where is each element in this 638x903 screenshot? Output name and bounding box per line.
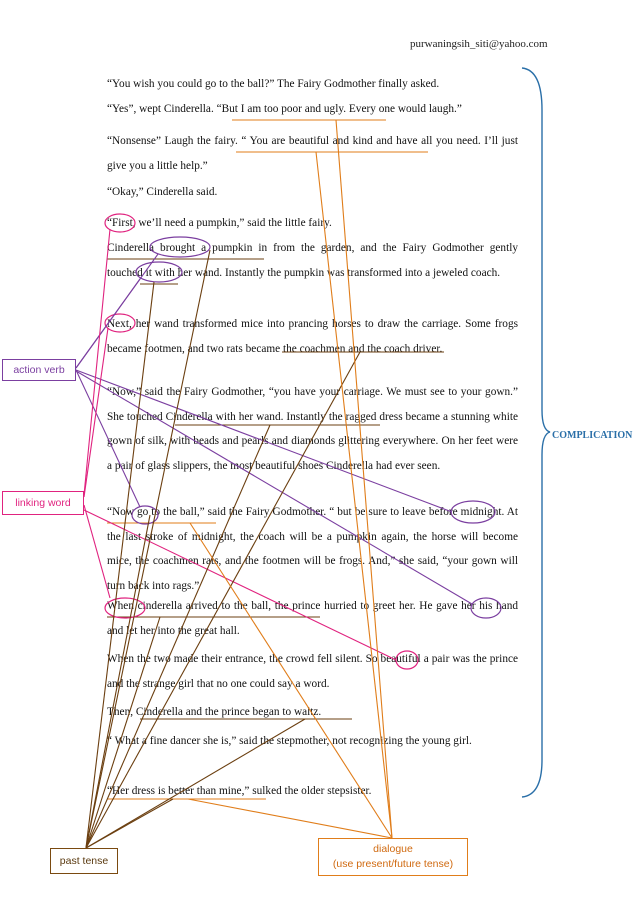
- connector-line: [84, 510, 396, 660]
- story-paragraph: “Nonsense” Laugh the fairy. “ You are beautiful and kind and have all you need. I’ll just give you a little help.”: [107, 135, 518, 172]
- highlight-circle: [136, 262, 182, 282]
- connector-line: [86, 352, 360, 848]
- highlight-circle: [105, 598, 145, 618]
- story-paragraph: “You wish you could go to the ball?” The Fairy Godmother finally asked.: [107, 78, 440, 90]
- complication-label: COMPLICATION: [552, 430, 633, 441]
- complication-brace: [522, 68, 550, 797]
- story-paragraph: “Now,” said the Fairy Godmother, “you have your carriage. We must see to your gown.” She touched Cinderella with her wand. Instantly the ragged dress became a stunning white gown of silk, with beads and pearls and diamonds glittering everywhere. On her feet were a pair of glass slippers, the most beautiful shoes Cinderella had ever seen.: [107, 386, 518, 472]
- story-paragraph: When cinderella arrived to the ball, the prince hurried to greet her. He gave her his hand and let her into the great hall.: [107, 600, 518, 637]
- dialogue-label-title: dialogue: [373, 843, 413, 855]
- connector-line: [336, 120, 392, 838]
- connector-line: [86, 425, 270, 848]
- highlight-circle: [396, 651, 418, 669]
- action-verb-label: action verb: [2, 359, 76, 381]
- dialogue-label: [318, 838, 468, 876]
- connector-line: [76, 279, 140, 368]
- story-paragraph: “Her dress is better than mine,” sulked the older stepsister.: [107, 785, 372, 797]
- story-paragraph: “First, we’ll need a pumpkin,” said the little fairy.: [107, 217, 332, 229]
- story-paragraph: “Okay,” Cinderella said.: [107, 186, 218, 198]
- story-paragraph: Next, her wand transformed mice into prancing horses to draw the carriage. Some frogs became footmen, and two rats became the coachmen and the coach driver.: [107, 318, 518, 355]
- story-paragraph: “ What a fine dancer she is,” said the stepmother, not recognizing the young girl.: [107, 735, 472, 747]
- story-paragraph: Cinderella brought a pumpkin in from the garden, and the Fairy Godmother gently touched it with her wand. Instantly the pumpkin was transformed into a jeweled coach.: [107, 242, 518, 279]
- highlight-circle: [471, 598, 501, 618]
- linking-word-label: linking word: [2, 491, 84, 515]
- story-paragraph: “Now go to the ball,” said the Fairy Godmother. “ but be sure to leave before midnight. At the last stroke of midnight, the coach will be a pumpkin again, the horse will become mice, the coachmen rats, and the footmen will be frogs. And,” she said, “your gown will turn back into rags.”: [107, 506, 518, 592]
- connector-line: [316, 152, 392, 838]
- connector-line: [86, 719, 305, 848]
- author-email: purwaningsih_siti@yahoo.com: [410, 38, 548, 50]
- story-paragraph: “Yes”, wept Cinderella. “But I am too poor and ugly. Every one would laugh.”: [107, 103, 462, 115]
- connector-line: [84, 229, 110, 495]
- connector-line: [86, 250, 210, 848]
- dialogue-label-note: (use present/future tense): [332, 858, 454, 870]
- highlight-circle: [105, 314, 135, 332]
- highlight-circle: [451, 501, 495, 523]
- connector-line: [86, 617, 160, 848]
- connector-line: [84, 505, 110, 598]
- connector-line: [188, 799, 392, 838]
- past-tense-label: past tense: [50, 848, 118, 874]
- connector-line: [190, 523, 392, 838]
- connector-line: [84, 328, 108, 497]
- story-paragraph: When the two made their entrance, the crowd fell silent. So beautiful a pair was the prince and the strange girl that no one could say a word.: [107, 653, 518, 690]
- story-paragraph: Then, Cinderella and the prince began to waltz.: [107, 706, 322, 718]
- connector-line: [86, 515, 150, 848]
- connector-line: [76, 371, 472, 604]
- highlight-circle: [150, 237, 210, 257]
